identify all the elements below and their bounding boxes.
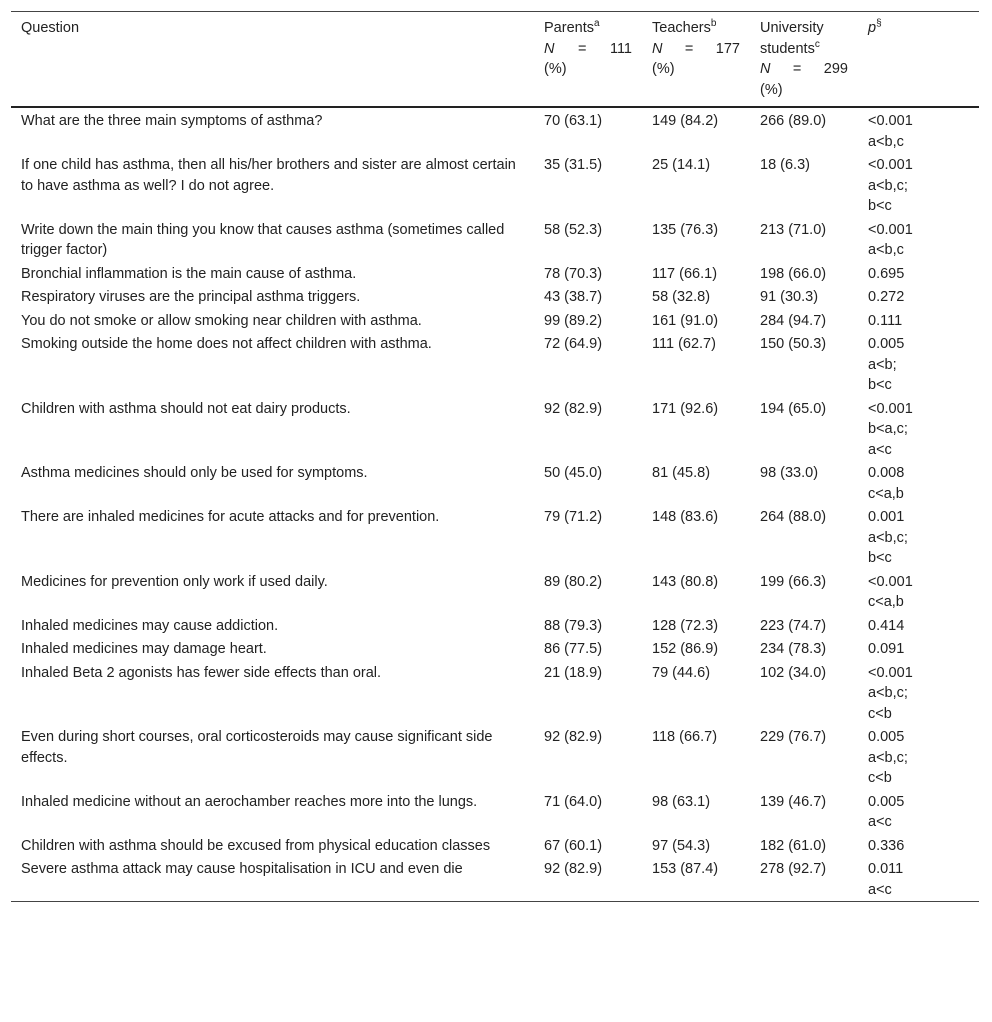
question-cell: Bronchial inflammation is the main cause of asthma. bbox=[21, 265, 357, 282]
table-row bbox=[11, 614, 979, 638]
parents-cell: 35 (31.5) bbox=[544, 157, 603, 173]
p-value: 0.005 bbox=[868, 793, 905, 810]
p-value: 0.005 bbox=[868, 729, 905, 745]
parents-cell: 86 (77.5) bbox=[544, 641, 603, 657]
table-header bbox=[11, 12, 979, 108]
students-cell: 139 (46.7) bbox=[760, 793, 827, 810]
question-cell: Severe asthma attack may cause hospitalisation in ICU and even die bbox=[21, 861, 463, 877]
header-question: Question bbox=[11, 12, 534, 108]
header-teachers: Teachers$^b$ N = 177 (%) bbox=[642, 12, 750, 108]
p-value: 0.414 bbox=[868, 617, 905, 634]
p-value-cell bbox=[858, 107, 979, 153]
group-comparison: a<b,c; bbox=[868, 749, 908, 766]
students-cell: 199 (66.3) bbox=[760, 573, 827, 590]
parents-cell: 99 (89.2) bbox=[544, 312, 603, 329]
p-value: 0.695 bbox=[868, 265, 905, 282]
p-value: 0.011 bbox=[868, 861, 904, 877]
p-value: 0.008 bbox=[868, 465, 905, 481]
students-cell: 284 (94.7) bbox=[760, 312, 827, 329]
question-cell: Inhaled medicines may cause addiction. bbox=[21, 617, 279, 634]
question-cell: What are the three main symptoms of asthma? bbox=[21, 113, 323, 129]
question-cell: Even during short courses, oral corticosteroids may cause significant side effects. bbox=[21, 729, 493, 766]
table-row bbox=[11, 218, 979, 262]
students-cell: 229 (76.7) bbox=[760, 729, 827, 745]
teachers-cell: 143 (80.8) bbox=[652, 573, 719, 590]
table-row bbox=[11, 570, 979, 614]
parents-cell: 92 (82.9) bbox=[544, 729, 603, 745]
students-cell: 223 (74.7) bbox=[760, 617, 827, 634]
teachers-cell: 97 (54.3) bbox=[652, 837, 711, 854]
table-row bbox=[11, 725, 979, 790]
table-row bbox=[11, 505, 979, 570]
p-value: <0.001 bbox=[868, 157, 913, 173]
table-row bbox=[11, 332, 979, 397]
table-row bbox=[11, 107, 979, 153]
teachers-cell: 171 (92.6) bbox=[652, 400, 719, 417]
group-comparison: b<c bbox=[868, 377, 892, 393]
question-cell: If one child has asthma, then all his/her brothers and sister are almost certain to have asthma as well? I do not agree. bbox=[21, 157, 516, 194]
p-value-cell bbox=[858, 332, 979, 397]
parents-cell: 92 (82.9) bbox=[544, 400, 603, 417]
parents-cell: 71 (64.0) bbox=[544, 793, 603, 810]
p-value: <0.001 bbox=[868, 400, 913, 417]
table-row bbox=[11, 309, 979, 333]
group-comparison: c<b bbox=[868, 770, 892, 786]
teachers-cell: 25 (14.1) bbox=[652, 157, 711, 173]
table-body bbox=[11, 107, 979, 902]
question-cell: Inhaled Beta 2 agonists has fewer side effects than oral. bbox=[21, 664, 382, 681]
p-value-cell bbox=[858, 661, 979, 726]
group-comparison: a<c bbox=[868, 881, 892, 898]
students-cell: 98 (33.0) bbox=[760, 465, 819, 481]
p-value: 0.336 bbox=[868, 837, 905, 854]
parents-cell: 89 (80.2) bbox=[544, 573, 603, 590]
question-cell: Children with asthma should be excused from physical education classes bbox=[21, 837, 491, 854]
p-value-cell bbox=[858, 857, 979, 902]
teachers-cell: 81 (45.8) bbox=[652, 465, 711, 481]
group-comparison: b<c bbox=[868, 550, 892, 566]
p-value-cell bbox=[858, 725, 979, 790]
table-row bbox=[11, 834, 979, 858]
table-row bbox=[11, 397, 979, 462]
table-row bbox=[11, 637, 979, 661]
students-cell: 102 (34.0) bbox=[760, 664, 827, 681]
p-value-cell bbox=[858, 505, 979, 570]
p-value: <0.001 bbox=[868, 664, 913, 681]
parents-cell: 92 (82.9) bbox=[544, 861, 603, 877]
p-value: <0.001 bbox=[868, 573, 913, 590]
p-value-cell bbox=[858, 834, 979, 858]
teachers-cell: 149 (84.2) bbox=[652, 113, 719, 129]
question-cell: Inhaled medicine without an aerochamber reaches more into the lungs. bbox=[21, 793, 478, 810]
group-comparison: a<c bbox=[868, 814, 892, 830]
students-cell: 264 (88.0) bbox=[760, 509, 827, 525]
students-cell: 198 (66.0) bbox=[760, 265, 827, 282]
parents-cell: 67 (60.1) bbox=[544, 837, 603, 854]
p-value-cell bbox=[858, 461, 979, 505]
header-parents: Parents$^a$ N = 111 (%) bbox=[534, 12, 642, 108]
header-p-value: p§ bbox=[858, 12, 979, 108]
p-value-cell bbox=[858, 637, 979, 661]
parents-cell: 70 (63.1) bbox=[544, 113, 603, 129]
group-comparison: a<b,c; bbox=[868, 177, 908, 194]
p-value-cell bbox=[858, 153, 979, 218]
question-cell: You do not smoke or allow smoking near children with asthma. bbox=[21, 312, 422, 329]
students-cell: 278 (92.7) bbox=[760, 861, 827, 877]
parents-cell: 50 (45.0) bbox=[544, 465, 603, 481]
teachers-cell: 117 (66.1) bbox=[652, 265, 718, 282]
table-row bbox=[11, 661, 979, 726]
table-row bbox=[11, 790, 979, 834]
p-value-cell bbox=[858, 614, 979, 638]
parents-cell: 58 (52.3) bbox=[544, 221, 603, 238]
p-value: 0.272 bbox=[868, 289, 905, 305]
group-comparison: c<a,b bbox=[868, 485, 904, 502]
p-value-cell bbox=[858, 285, 979, 309]
p-value-cell bbox=[858, 570, 979, 614]
p-value: <0.001 bbox=[868, 113, 913, 129]
question-cell: Smoking outside the home does not affect children with asthma. bbox=[21, 336, 432, 352]
question-cell: Medicines for prevention only work if used daily. bbox=[21, 573, 328, 590]
teachers-cell: 148 (83.6) bbox=[652, 509, 719, 525]
header-students: University students$^c$ N = 299 (%) bbox=[750, 12, 858, 108]
parents-cell: 43 (38.7) bbox=[544, 289, 603, 305]
teachers-cell: 161 (91.0) bbox=[652, 312, 719, 329]
students-cell: 234 (78.3) bbox=[760, 641, 827, 657]
p-value-cell bbox=[858, 262, 979, 286]
table-row bbox=[11, 285, 979, 309]
question-cell: Inhaled medicines may damage heart. bbox=[21, 641, 267, 657]
teachers-cell: 128 (72.3) bbox=[652, 617, 719, 634]
teachers-cell: 118 (66.7) bbox=[652, 729, 718, 745]
question-cell: Write down the main thing you know that causes asthma (sometimes called trigger factor) bbox=[21, 221, 505, 258]
p-value-cell bbox=[858, 309, 979, 333]
group-comparison: a<b,c bbox=[868, 242, 904, 258]
table-row bbox=[11, 857, 979, 902]
parents-cell: 72 (64.9) bbox=[544, 336, 603, 352]
p-value-cell bbox=[858, 790, 979, 834]
question-cell: Children with asthma should not eat dairy products. bbox=[21, 400, 351, 417]
students-cell: 91 (30.3) bbox=[760, 289, 819, 305]
group-comparison: c<a,b bbox=[868, 594, 904, 610]
group-comparison: a<b,c; bbox=[868, 685, 908, 701]
teachers-cell: 153 (87.4) bbox=[652, 861, 719, 877]
group-comparison: b<a,c; bbox=[868, 421, 908, 437]
question-cell: Respiratory viruses are the principal asthma triggers. bbox=[21, 289, 361, 305]
students-cell: 213 (71.0) bbox=[760, 221, 827, 238]
group-comparison: a<b; bbox=[868, 356, 897, 373]
students-cell: 266 (89.0) bbox=[760, 113, 827, 129]
table-row bbox=[11, 461, 979, 505]
table-row bbox=[11, 262, 979, 286]
question-cell: Asthma medicines should only be used for symptoms. bbox=[21, 465, 368, 481]
p-value: 0.005 bbox=[868, 336, 905, 352]
p-value: 0.091 bbox=[868, 641, 905, 657]
results-table bbox=[11, 11, 979, 902]
teachers-cell: 135 (76.3) bbox=[652, 221, 719, 238]
parents-cell: 79 (71.2) bbox=[544, 509, 603, 525]
p-value-cell bbox=[858, 218, 979, 262]
group-comparison: b<c bbox=[868, 198, 892, 214]
students-cell: 194 (65.0) bbox=[760, 400, 827, 417]
parents-cell: 21 (18.9) bbox=[544, 664, 603, 681]
group-comparison: a<b,c bbox=[868, 133, 904, 150]
students-cell: 182 (61.0) bbox=[760, 837, 827, 854]
p-value: 0.001 bbox=[868, 509, 905, 525]
teachers-cell: 58 (32.8) bbox=[652, 289, 711, 305]
teachers-cell: 79 (44.6) bbox=[652, 664, 711, 681]
p-value-cell bbox=[858, 397, 979, 462]
group-comparison: a<b,c; bbox=[868, 529, 908, 546]
p-value: <0.001 bbox=[868, 221, 913, 238]
students-cell: 18 (6.3) bbox=[760, 157, 810, 173]
teachers-cell: 98 (63.1) bbox=[652, 793, 711, 810]
students-cell: 150 (50.3) bbox=[760, 336, 827, 352]
parents-cell: 88 (79.3) bbox=[544, 617, 603, 634]
teachers-cell: 111 (62.7) bbox=[652, 336, 716, 352]
p-value: 0.111 bbox=[868, 312, 903, 329]
group-comparison: c<b bbox=[868, 705, 892, 722]
teachers-cell: 152 (86.9) bbox=[652, 641, 719, 657]
parents-cell: 78 (70.3) bbox=[544, 265, 603, 282]
group-comparison: a<c bbox=[868, 441, 892, 458]
question-cell: There are inhaled medicines for acute attacks and for prevention. bbox=[21, 509, 440, 525]
table-row bbox=[11, 153, 979, 218]
